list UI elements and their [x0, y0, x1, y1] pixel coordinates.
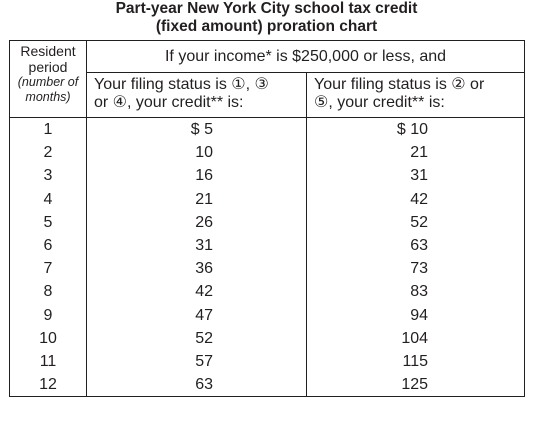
period-label-line-2: period	[28, 59, 68, 75]
table-row	[10, 373, 525, 397]
credit-status-b-cell: $ 10	[307, 118, 525, 142]
months-cell: 9	[10, 304, 87, 327]
status-b-line-1: Your filing status is ② or	[314, 76, 485, 93]
table-row	[10, 280, 525, 303]
credit-status-b-cell: 21	[307, 141, 525, 164]
table-row	[10, 257, 525, 280]
months-cell: 1	[10, 118, 87, 142]
status-b-line-2: ⑤, your credit** is:	[314, 94, 445, 111]
credit-status-a-cell: 26	[87, 211, 307, 234]
credit-status-b-cell: 115	[307, 350, 525, 373]
filing-status-a-header	[87, 73, 307, 118]
table-row	[10, 118, 525, 142]
credit-status-a-cell: 42	[87, 280, 307, 303]
credit-status-b-cell: 63	[307, 234, 525, 257]
table-row	[10, 211, 525, 234]
months-cell: 2	[10, 141, 87, 164]
months-cell: 3	[10, 164, 87, 187]
months-cell: 8	[10, 280, 87, 303]
credit-status-b-cell: 83	[307, 280, 525, 303]
filing-status-b-header	[307, 73, 525, 118]
status-a-line-2: or ④, your credit** is:	[94, 94, 244, 111]
credit-status-b-cell: 125	[307, 373, 525, 397]
months-cell: 7	[10, 257, 87, 280]
table-row	[10, 304, 525, 327]
status-a-line-1: Your filing status is ①, ③	[94, 76, 269, 93]
months-cell: 11	[10, 350, 87, 373]
credit-status-b-cell: 104	[307, 327, 525, 350]
credit-status-b-cell: 42	[307, 188, 525, 211]
title-line-1: Part-year New York City school tax credit	[115, 0, 418, 17]
table-row	[10, 188, 525, 211]
table-body	[10, 118, 525, 397]
credit-status-a-cell: 31	[87, 234, 307, 257]
proration-table	[9, 40, 525, 397]
months-cell: 12	[10, 373, 87, 397]
credit-status-a-cell: 52	[87, 327, 307, 350]
period-sub-line-1: (number of	[17, 75, 79, 89]
credit-status-a-cell: 47	[87, 304, 307, 327]
months-cell: 10	[10, 327, 87, 350]
chart-title	[0, 0, 533, 36]
credit-status-b-cell: 94	[307, 304, 525, 327]
credit-status-b-cell: 73	[307, 257, 525, 280]
resident-period-header	[10, 41, 87, 118]
credit-status-a-cell: 21	[87, 188, 307, 211]
period-sub-line-2: months)	[25, 90, 71, 104]
months-cell: 6	[10, 234, 87, 257]
credit-status-a-cell: 16	[87, 164, 307, 187]
header-row-2	[10, 73, 525, 118]
table-row	[10, 327, 525, 350]
months-cell: 5	[10, 211, 87, 234]
months-cell: 4	[10, 188, 87, 211]
income-header: If your income* is $250,000 or less, and	[87, 41, 525, 73]
credit-status-a-cell: 36	[87, 257, 307, 280]
credit-status-a-cell: $ 5	[87, 118, 307, 142]
credit-status-a-cell: 57	[87, 350, 307, 373]
credit-status-a-cell: 63	[87, 373, 307, 397]
credit-status-b-cell: 31	[307, 164, 525, 187]
table-row	[10, 141, 525, 164]
table-row	[10, 350, 525, 373]
period-label-line-1: Resident	[20, 43, 76, 59]
title-line-2: (fixed amount) proration chart	[155, 18, 378, 35]
table-row	[10, 164, 525, 187]
header-row-1	[10, 41, 525, 73]
credit-status-a-cell: 10	[87, 141, 307, 164]
table-row	[10, 234, 525, 257]
credit-status-b-cell: 52	[307, 211, 525, 234]
